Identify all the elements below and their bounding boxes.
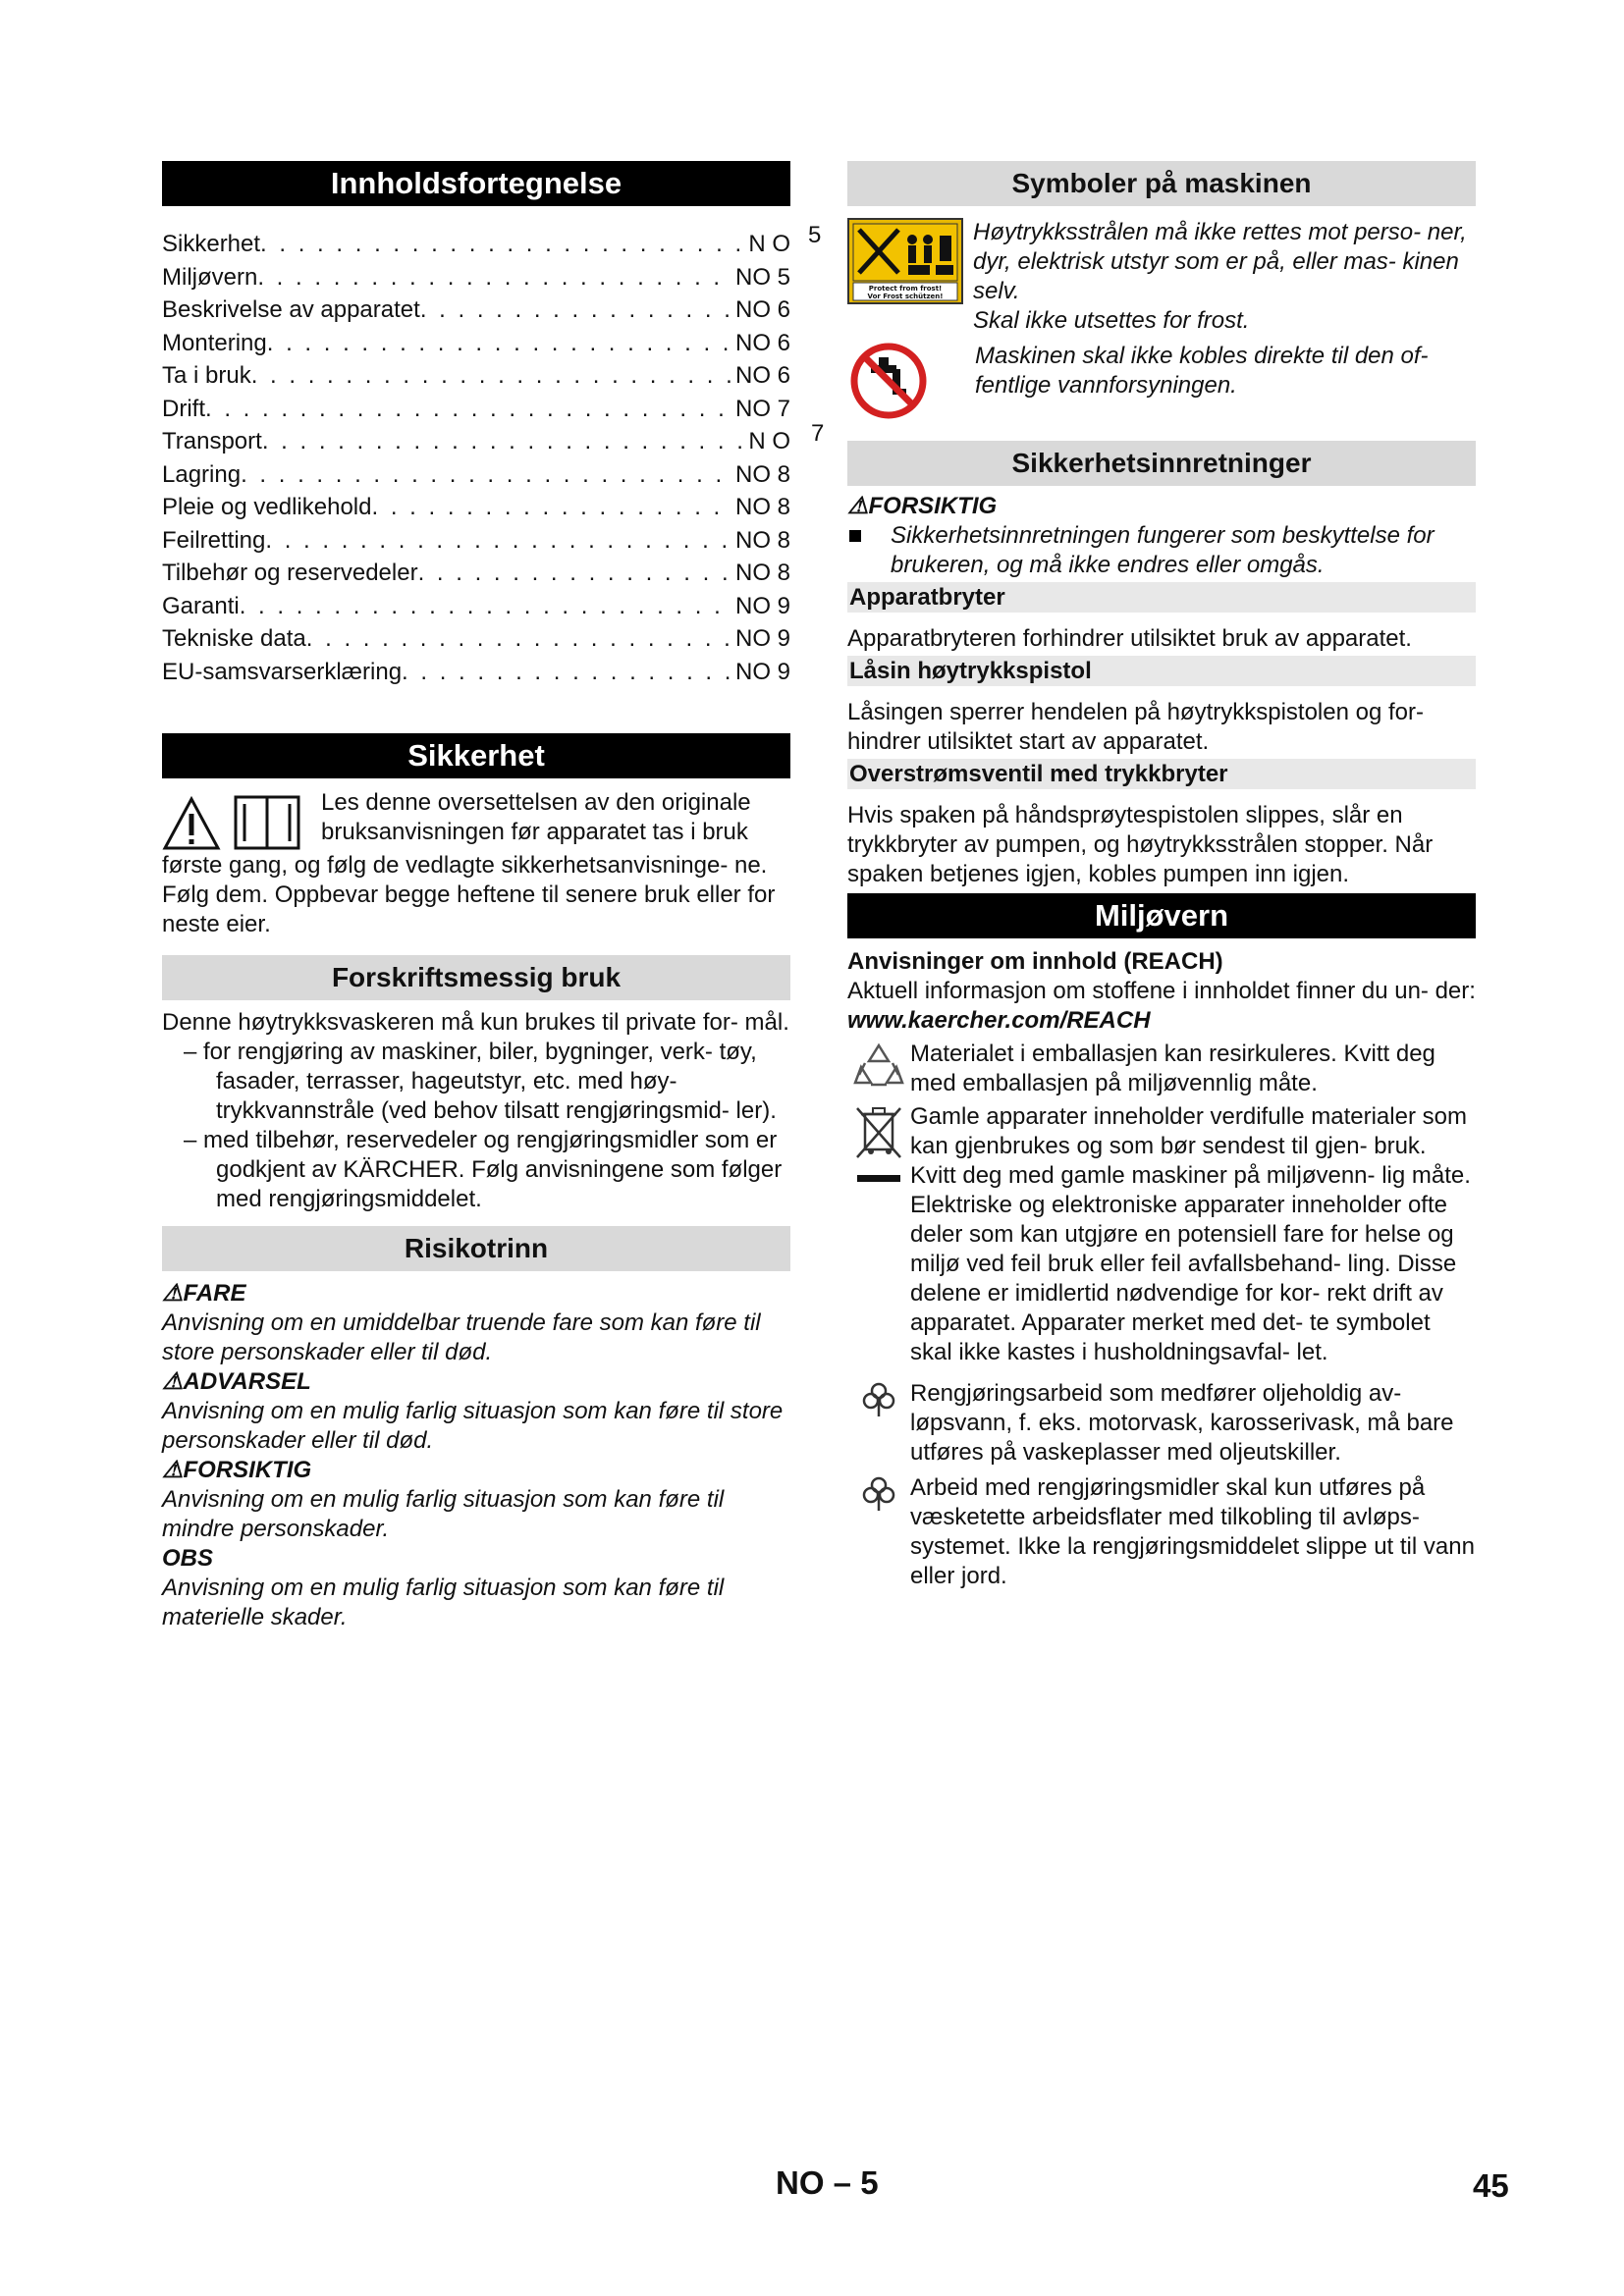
intended-use-item-1: – for rengjøring av maskiner, biler, bygninger, verk- tøy, fasader, terrasser, hageutstyr, etc. med høy- trykkvannstråle (ved behov tilsatt rengjøringsmid- ler). — [184, 1039, 777, 1124]
toc-entry-label: Beskrivelse av apparatet — [162, 296, 420, 323]
toc-entry — [162, 425, 790, 458]
reach-link[interactable]: www.kaercher.com/REACH — [847, 1007, 1151, 1034]
toc-entry-page: NO 9 — [734, 658, 790, 685]
recycle-icon — [853, 1041, 904, 1089]
toc-leader-dots — [251, 359, 731, 393]
toc-entry-label: EU-samsvarserklæring — [162, 658, 403, 685]
reach-text: Aktuell informasjon om stoffene i innholdet finner du un- der: — [847, 978, 1476, 1004]
intended-use-item-2: – med tilbehør, reservedeler og rengjøringsmidler som er godkjent av KÄRCHER. Følg anvisningene som følger med rengjøringsmiddelet. — [184, 1127, 783, 1212]
risk-level-forsiktig-name: ⚠FORSIKTIG — [162, 1457, 312, 1483]
toc-entry-label: Lagring — [162, 460, 242, 488]
toc-entry — [162, 359, 790, 393]
risk-level-fare-text: Anvisning om en umiddelbar truende fare som kan føre til store personskader eller til død. — [162, 1309, 761, 1365]
toc-title: Innholdsfortegnelse — [162, 161, 790, 206]
intended-use-text: Denne høytrykksvaskeren må kun brukes til private for- mål. — [162, 1009, 789, 1036]
env-item-weee-text-2: Elektriske og elektroniske apparater inneholder ofte deler som kan utgjøre en potensiell fare for helse og miljø ved feil bruk eller feil avfallsbehand- ling. Disse delene er imidlertid nødvendige for kor- rekt drift av apparatet. Apparater merket med det- te symbolet skal ikke kastes i husholdningsavfal- let. — [910, 1192, 1457, 1365]
safety-devices-title: Sikkerhetsinnretninger — [847, 441, 1476, 486]
intended-use-title: Forskriftsmessig bruk — [162, 955, 790, 1000]
safety-intro-rest: første gang, og følg de vedlagte sikkerhetsanvisninge- ne. Følg dem. Oppbevar begge heftene til senere bruk eller for neste eier. — [162, 852, 776, 937]
risk-level-advarsel-name: ⚠ADVARSEL — [162, 1368, 311, 1395]
toc-entry-label: Pleie og vedlikehold — [162, 494, 372, 520]
risk-level-fare-name: ⚠FARE — [162, 1280, 246, 1307]
toc-entry — [162, 294, 790, 327]
env-item-weee-text: Gamle apparater inneholder verdifulle materialer som kan gjenbrukes og som bør sendest til gjen- bruk. Kvitt deg med gamle maskiner på miljøvenn- lig måte. — [910, 1103, 1471, 1189]
toc-leader-dots — [420, 294, 731, 327]
locking-text: Låsingen sperrer hendelen på høytrykkspistolen og for- hindrer utilsiktet start av apparatet. — [847, 699, 1424, 755]
toc-entry-page: NO 8 — [734, 460, 790, 488]
toc-stray-number: 7 — [811, 420, 825, 447]
toc-entry-label: Montering — [162, 329, 267, 356]
env-item-oil-1 — [847, 1379, 1476, 1468]
symbols-title: Symboler på maskinen — [847, 161, 1476, 206]
toc-entry-label: Tilbehør og reservedeler — [162, 560, 418, 586]
locking-title: Låsin høytrykkspistol — [847, 656, 1476, 686]
risk-levels — [162, 1279, 790, 1632]
oil-separator-icon — [862, 1475, 895, 1513]
toc-leader-dots — [402, 656, 731, 689]
env-item-recycle — [847, 1040, 1476, 1098]
manual-book-icon — [233, 794, 301, 851]
symbol-item-1-text: Høytrykksstrålen må ikke rettes mot perso- ner, dyr, elektrisk utstyr som er på, eller mas- kinen selv. — [973, 219, 1467, 304]
environment-title: Miljøvern — [847, 893, 1476, 938]
symbol-item-2 — [847, 342, 1476, 425]
safety-devices-bullet: Sikkerhetsinnretningen fungerer som beskyttelse for brukeren, og må ikke endres eller omgås. — [847, 521, 1476, 580]
risk-title: Risikotrinn — [162, 1226, 790, 1271]
warning-small-icon: ⚠ — [162, 1280, 184, 1307]
square-bullet-icon — [849, 530, 861, 542]
toc-leader-dots — [257, 261, 731, 294]
env-item-recycle-text: Materialet i emballasjen kan resirkuleres. Kvitt deg med emballasjen på miljøvennlig måte. — [910, 1041, 1435, 1096]
toc-entry — [162, 228, 790, 261]
warning-small-icon: ⚠ — [162, 1368, 184, 1395]
warning-small-icon: ⚠ — [162, 1457, 184, 1483]
toc-entry — [162, 458, 790, 492]
risk-level-obs-text: Anvisning om en mulig farlig situasjon som kan føre til materielle skader. — [162, 1575, 725, 1630]
safety-intro-line2: bruksanvisningen før apparatet tas i bruk — [321, 819, 748, 845]
toc-entry — [162, 524, 790, 558]
left-column — [162, 161, 790, 1632]
toc-entry-label: Sikkerhet — [162, 231, 261, 257]
env-item-oil-2-text: Arbeid med rengjøringsmidler skal kun utføres på væsketette arbeidsflater med tilkobling til avløps- systemet. Ikke la rengjøringsmiddelet slippe ut til vann eller jord. — [910, 1474, 1475, 1589]
env-item-oil-1-text: Rengjøringsarbeid som medfører oljeholdig av- løpsvann, f. eks. motorvask, karosserivask, må bare utføres på vaskeplasser med oljeutskiller. — [910, 1380, 1454, 1466]
toc-leader-dots — [260, 228, 744, 261]
no-public-water-connection-icon — [849, 342, 928, 420]
oil-separator-icon — [862, 1381, 895, 1418]
safety-intro-line1: Les denne oversettelsen av den originale — [321, 789, 751, 816]
toc-leader-dots — [241, 458, 731, 492]
toc-entry-label: Miljøvern — [162, 263, 258, 291]
apparatbryter-title: Apparatbryter — [847, 582, 1476, 613]
toc-entry — [162, 557, 790, 590]
toc-entry — [162, 327, 790, 360]
toc-entry-label: Tekniske data — [162, 625, 306, 652]
toc-stray-number: 5 — [808, 222, 822, 248]
toc-entry — [162, 261, 790, 294]
toc-entry-label: Drift — [162, 395, 205, 422]
risk-level-forsiktig-text: Anvisning om en mulig farlig situasjon som kan føre til mindre personskader. — [162, 1486, 725, 1542]
toc-entry-page: NO 7 — [734, 395, 790, 422]
toc-entry-page: NO 8 — [734, 494, 790, 520]
toc-list — [162, 228, 790, 688]
reach-title: Anvisninger om innhold (REACH) — [847, 948, 1223, 975]
overflow-valve-text: Hvis spaken på håndsprøytespistolen slippes, slår en trykkbryter av pumpen, og høytrykksstrålen stopper. Når spaken betjenes igjen, kobles pumpen inn igjen. — [847, 802, 1434, 887]
frost-label-text-1: Protect from frost! — [868, 285, 943, 293]
no-spray-frost-label-icon — [847, 218, 963, 304]
toc-leader-dots — [371, 491, 731, 524]
toc-entry — [162, 656, 790, 689]
apparatbryter-text: Apparatbryteren forhindrer utilsiktet bruk av apparatet. — [847, 625, 1412, 652]
toc-entry — [162, 393, 790, 426]
toc-entry-page: NO 8 — [734, 526, 790, 554]
toc-leader-dots — [267, 327, 731, 360]
safety-intro — [162, 788, 790, 939]
toc-leader-dots — [265, 524, 731, 558]
toc-entry-page: NO 6 — [734, 329, 790, 356]
toc-entry-page: N O — [748, 428, 790, 454]
warning-triangle-icon — [162, 796, 221, 851]
toc-entry-label: Ta i bruk — [162, 362, 251, 389]
frost-label-text-2: Vor Frost schützen! — [867, 293, 944, 300]
toc-entry-page: NO 9 — [734, 625, 790, 652]
env-item-oil-2 — [847, 1473, 1476, 1591]
risk-level-obs-name: OBS — [162, 1545, 214, 1572]
toc-entry-label: Transport — [162, 428, 262, 454]
toc-leader-dots — [306, 622, 731, 656]
safety-devices-caution: ⚠FORSIKTIG — [847, 493, 998, 519]
toc-entry-page: NO 6 — [734, 296, 790, 323]
toc-leader-dots — [262, 425, 745, 458]
overflow-valve-title: Overstrømsventil med trykkbryter — [847, 759, 1476, 789]
toc-entry-page: NO 9 — [734, 592, 790, 619]
toc-entry — [162, 491, 790, 524]
toc-entry-label: Feilretting — [162, 526, 266, 554]
footer-section-page: NO – 5 — [776, 2164, 879, 2201]
toc-entry-page: N O — [748, 231, 790, 257]
risk-level-advarsel-text: Anvisning om en mulig farlig situasjon som kan føre til store personskader eller til død. — [162, 1398, 784, 1454]
warning-small-icon: ⚠ — [847, 493, 869, 519]
right-column — [847, 161, 1476, 1591]
symbol-item-2-text: Maskinen skal ikke kobles direkte til den of- fentlige vannforsyningen. — [975, 343, 1429, 399]
footer-page-number: 45 — [1473, 2167, 1509, 2204]
env-item-weee — [847, 1102, 1476, 1367]
toc-leader-dots — [418, 557, 731, 590]
toc-entry — [162, 590, 790, 623]
toc-entry — [162, 622, 790, 656]
toc-entry-page: NO 8 — [734, 560, 790, 586]
toc-leader-dots — [205, 393, 731, 426]
toc-entry-page: NO 6 — [734, 362, 790, 389]
toc-entry-label: Garanti — [162, 592, 240, 619]
toc-entry-page: NO 5 — [734, 263, 790, 291]
symbol-item-1 — [847, 218, 1476, 336]
toc-leader-dots — [240, 590, 731, 623]
crossed-bin-icon — [853, 1104, 904, 1189]
symbol-item-1-text-b: Skal ikke utsettes for frost. — [973, 307, 1250, 334]
safety-title: Sikkerhet — [162, 733, 790, 778]
